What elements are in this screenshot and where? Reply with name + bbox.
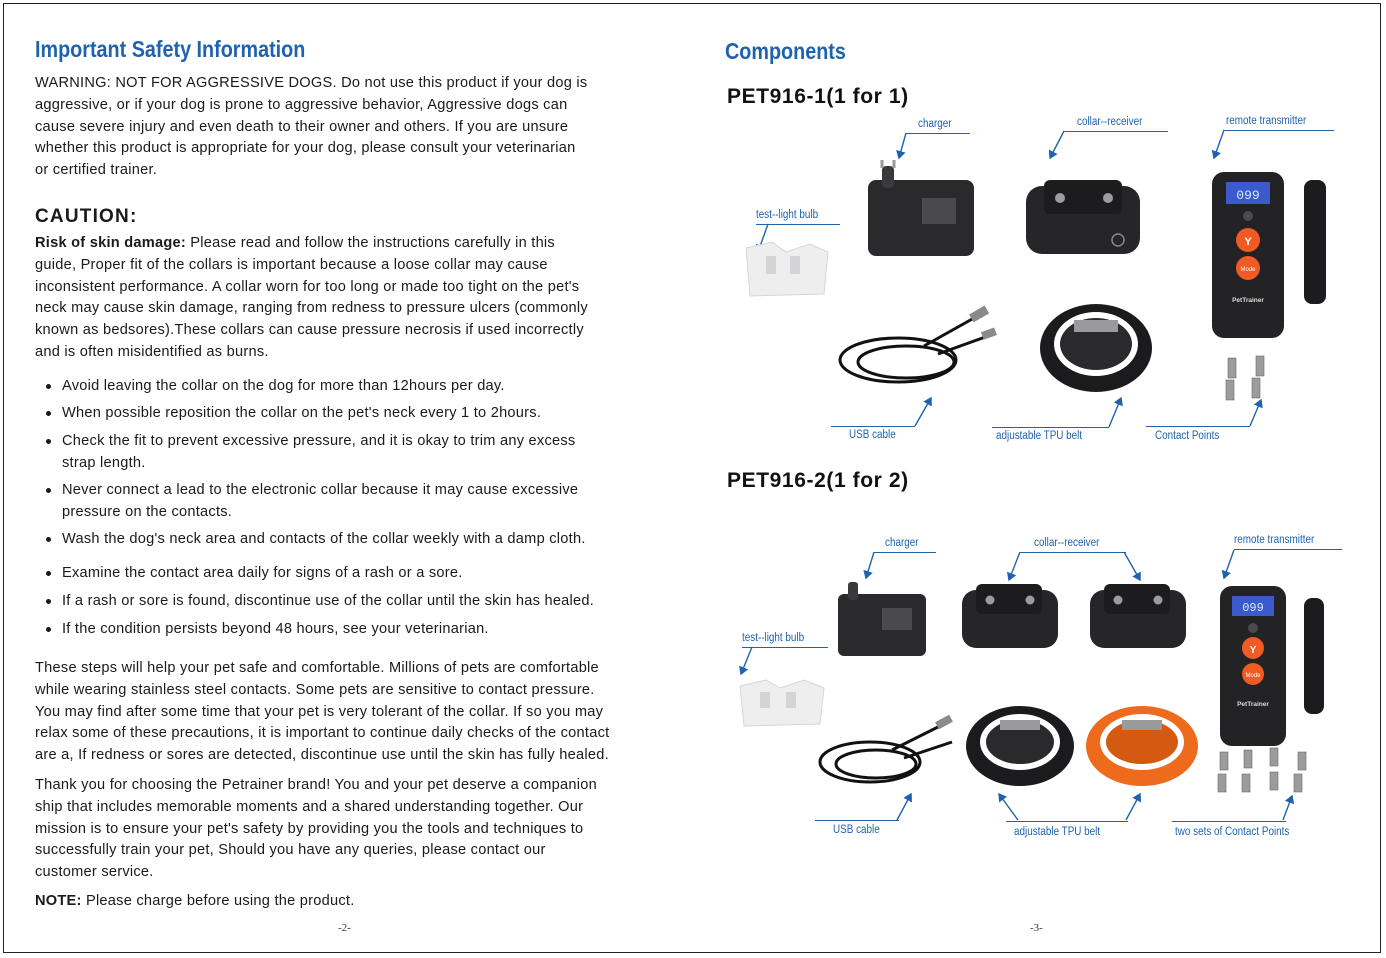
kit2-contacts-label: two sets of Contact Points xyxy=(1175,826,1290,838)
kit2-usb-label: USB cable xyxy=(833,824,880,836)
kit1-brand-text: PetTrainer xyxy=(1232,297,1264,304)
kit1-charger-image xyxy=(862,158,980,260)
text-line: You may find after some time that your pet is very tolerant of the collar. If so you may xyxy=(35,703,604,720)
kit2-brand-text: PetTrainer xyxy=(1237,701,1269,708)
precaution-text: Wash the dog's neck area and contacts of the collar weekly with a damp cloth. xyxy=(62,531,586,547)
components-title: Components xyxy=(725,38,846,64)
kit2-collar-receiver-b-image xyxy=(1086,582,1190,652)
text-line: These steps will help your pet safe and comfortable. Millions of pets are comfortable xyxy=(35,660,599,676)
safety-title: Important Safety Information xyxy=(35,36,306,62)
kit2-mode-button-text: Mode xyxy=(1245,673,1261,679)
text-line: neck may cause skin damage, ranging from redness to pressure ulcers (commonly xyxy=(35,300,588,317)
kit2-bulb-underline xyxy=(742,647,828,648)
kit2-model xyxy=(727,469,909,493)
kit2-belt-underline xyxy=(1006,821,1128,822)
kit2-usb-cable-image xyxy=(812,712,962,792)
page-number-left: -2- xyxy=(338,922,351,934)
kit2-model-name: PET916-2 xyxy=(727,469,827,492)
precaution-text: If the condition persists beyond 48 hours, see your veterinarian. xyxy=(62,621,489,637)
precaution-text: Check the fit to prevent excessive pressure, and it is okay to trim any excess xyxy=(62,433,576,449)
note-text: Please charge before using the product. xyxy=(81,893,355,909)
kit2-charger-image xyxy=(834,578,930,658)
kit1-mode-button-text: Mode xyxy=(1240,267,1256,273)
text-line: ship that includes memorable moments and a shared understanding together. Our xyxy=(35,798,584,815)
kit2-collar-underline xyxy=(1020,552,1126,553)
kit1-display-text: 099 xyxy=(1236,188,1260,203)
precaution-text: Never connect a lead to the electronic collar because it may cause excessive xyxy=(62,482,579,498)
risk-label: Risk of skin damage: xyxy=(35,235,186,251)
text-line: relax some of these precautions, it is important to continue daily checks of the contact xyxy=(35,725,610,742)
kit1-variant: (1 for 1) xyxy=(826,85,909,108)
kit2-contact-points-image xyxy=(1214,744,1322,800)
precaution-text: strap length. xyxy=(62,455,146,471)
kit1-test-bulb-image xyxy=(740,230,832,300)
caution-heading: CAUTION: xyxy=(35,206,138,227)
page-number-right: -3- xyxy=(1030,922,1043,934)
kit2-variant: (1 for 2) xyxy=(826,469,909,492)
kit1-contact-points-image xyxy=(1222,352,1278,404)
kit2-bulb-label: test--light bulb xyxy=(742,632,805,644)
text-line: guide, Proper fit of the collars is important because a loose collar may cause xyxy=(35,256,548,273)
text-line: mission is to ensure your pet's safety by providing you the tools and techniques to xyxy=(35,820,584,837)
precaution-text: When possible reposition the collar on the pet's neck every 1 to 2hours. xyxy=(62,405,542,421)
text-line: aggressive, or if your dog is prone to aggressive behavior, Aggressive dogs can xyxy=(35,96,568,113)
kit2-usb-underline xyxy=(815,820,899,821)
text-line: customer service. xyxy=(35,864,154,881)
precaution-text: If a rash or sore is found, discontinue use of the collar until the skin has healed. xyxy=(62,593,595,609)
text-line: Thank you for choosing the Petrainer brand! You and your pet deserve a companion xyxy=(35,777,597,793)
kit2-collar-receiver-a-image xyxy=(958,582,1062,652)
kit1-remote-label: remote transmitter xyxy=(1226,115,1307,127)
kit2-belt-label: adjustable TPU belt xyxy=(1014,826,1101,838)
kit2-black-belt-image xyxy=(962,700,1080,792)
text-line: successfully train your pet, Should you have any queries, please contact our xyxy=(35,842,546,859)
text-line: cause severe injury and even death to their owner and others. If you are unsure xyxy=(35,118,569,135)
note-label: NOTE: xyxy=(35,893,82,909)
kit1-model-name: PET916-1 xyxy=(727,85,827,108)
kit2-collar-label: collar--receiver xyxy=(1034,537,1100,549)
text-line: WARNING: NOT FOR AGGRESSIVE DOGS. Do not use this product if your dog is xyxy=(35,75,588,91)
kit1-collar-receiver-image xyxy=(1022,176,1144,258)
kit2-remote-underline xyxy=(1234,549,1342,550)
kit2-contacts-underline xyxy=(1172,821,1286,822)
kit2-charger-label: charger xyxy=(885,537,919,549)
precaution-text: Examine the contact area daily for signs of a rash or a sore. xyxy=(62,565,463,581)
text-line: whether this product is appropriate for your dog, please consult your veterinarian xyxy=(35,140,576,157)
kit1-collar-label: collar--receiver xyxy=(1077,116,1143,128)
text-line: are a, If redness or sores are detected, discontinue use until the skin has fully healed. xyxy=(35,747,609,764)
text-line: while wearing stainless steel contacts. Some pets are sensitive to contact pressure. xyxy=(35,681,595,698)
precaution-text: Avoid leaving the collar on the dog for more than 12hours per day. xyxy=(62,378,505,394)
kit1-charger-label: charger xyxy=(918,118,952,130)
kit2-orange-belt-image xyxy=(1082,700,1202,792)
kit2-charger-underline xyxy=(874,552,936,553)
kit2-display-text: 099 xyxy=(1242,601,1264,615)
text-line: inconsistent performance. A collar worn for too long or made too tight on the pet's xyxy=(35,278,580,295)
kit1-contacts-label: Contact Points xyxy=(1155,430,1220,442)
text-line: and is often misidentified as burns. xyxy=(35,343,269,360)
text-line: or certified trainer. xyxy=(35,162,158,179)
kit1-belt-label: adjustable TPU belt xyxy=(996,430,1083,442)
kit2-y-button-text: Y xyxy=(1249,645,1257,656)
kit1-bulb-label: test--light bulb xyxy=(756,209,819,221)
kit1-tpu-belt-image xyxy=(1036,296,1156,398)
kit2-remote-image xyxy=(1214,580,1342,750)
kit1-remote-image xyxy=(1206,166,1346,342)
kit1-y-button-text: Y xyxy=(1244,236,1252,248)
text-line: known as bedsores).These collars can cause pressure necrosis if used incorrectly xyxy=(35,322,584,339)
kit1-usb-label: USB cable xyxy=(849,429,896,441)
kit1-usb-cable-image xyxy=(828,298,1000,398)
kit2-remote-label: remote transmitter xyxy=(1234,534,1315,546)
risk-line: Please read and follow the instructions carefully in this xyxy=(185,235,555,251)
precaution-text: pressure on the contacts. xyxy=(62,504,233,520)
